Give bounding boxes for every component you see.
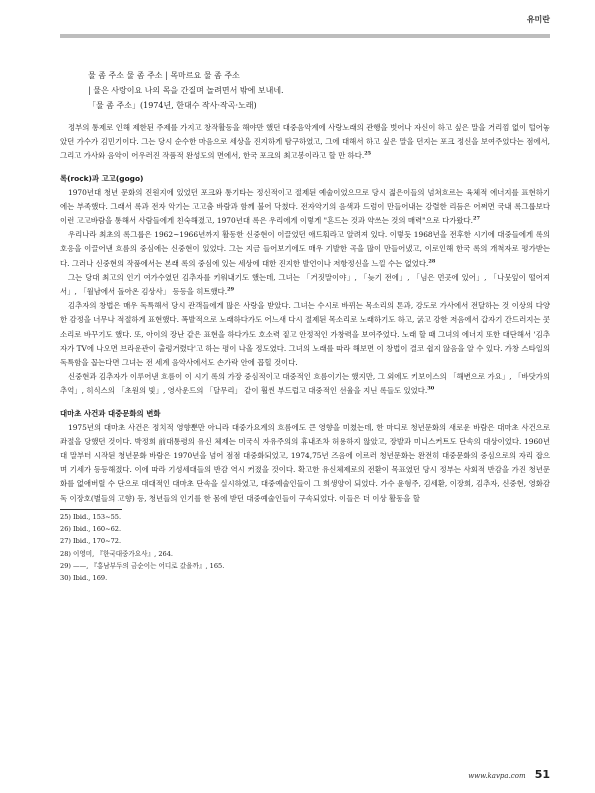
header-rule — [60, 34, 550, 38]
footer-url: www.kavpa.com — [468, 772, 526, 780]
footnote: 30) Ibid., 169. — [60, 574, 108, 583]
paragraph: 우리나라 최초의 록그룹은 1962~1966년까지 활동한 신중현이 이끌었던 애드훠라고 알려져 있다. 이렇듯 1968년을 전후한 시기에 대중들에게 록의 호응을 이끌어낸 흐름의 중심에는 신중현이 있었다. 그는 지금 들어보기에도 매우 기발한 곡을 많이 만들어냈고, 이로인해 한국 록의 개척자로 평가받는다. 그러나 신중현의 작품에서는 본래 록의 중심에 있는 세상에 대한 진지한 발언이나 저항정신을 느낄 수는 없었다.$^{28}$ — [60, 230, 550, 268]
footnote-ref: 27 — [473, 215, 480, 222]
footnote: 26) Ibid., 160~62. — [60, 525, 122, 534]
footnote-ref: 29 — [227, 286, 235, 293]
page-number: 51 — [534, 768, 550, 781]
paragraph: 신중현과 김추자가 이루어낸 흐름이 이 시기 록의 가장 중심적이고 대중적인 흐름이기는 했지만, 그 외에도 키보이스의 「해변으로 가요」, 「바닷가의 추억」, 히식스의 「초원의 빛」, 영사운드의 「달무리」 같이 훨씬 부드럽고 대중적인 선율을 지닌 록들도 있었다.$^{30}$ — [60, 372, 550, 396]
page-header — [0, 0, 595, 36]
header-author: 유미란 — [526, 15, 550, 24]
footnote: 25) Ibid., 153~55. — [60, 512, 122, 521]
lyrics-quote — [88, 68, 550, 113]
paragraph: 1970년대 청년 문화의 진원지에 있었던 포크와 통기타는 정신적이고 절제된 예술이었으므로 당시 젊은이들의 넘쳐흐르는 육체적 에너지를 표현하기에는 부족했다. 그래서 록과 전자 악기는 고고춤 바람과 함께 불어 닥쳤다. 전자악기의 음색과 드럼이 만들어내는 강렬한 리듬은 어쩌면 국내 록그룹보다 이런 고고바람을 통해서 사람들에게 친숙해졌고, 1970년대 록은 우리에게 이렇게 "흔드는 것과 약쓰는 것의 매력"으로 다가왔다.$^{27}$ — [60, 187, 550, 226]
footnote: 28) 이영미, 『한국대중가요사』, 264. — [60, 549, 174, 558]
page-footer — [468, 763, 550, 782]
paragraph: 그는 당대 최고의 인기 여가수였던 김추자를 키워내기도 했는데, 그녀는 「거짓말이야」, 「늦기 전에」, 「님은 먼곳에 있어」, 「나뭇잎이 떨어져서」, 「월남에서 돌아온 김상사」 등등을 히트했다.$^{29}$ — [60, 272, 550, 297]
footnote-ref: 28 — [428, 258, 436, 265]
intro-paragraph: 정부의 통제로 인해 제한된 주제를 가지고 창작활동을 해야만 했던 대중음악계에 사랑노래의 관행을 벗어나 자신이 하고 싶은 말을 거리낌 없이 털어놓았던 가수가 김민기이다. 그는 당시 순수한 마음으로 세상을 진지하게 탐구하였고, 그에 대해서 하고 싶은 말을 던지는 포크 정신을 보여주었다는 점에서, 그리고 가사와 음악이 어우러진 작품적 완성도의 면에서, 한국 포크의 최고봉이라고 할 만 하다.$^{25}$ — [60, 123, 550, 161]
lyrics-source: 「물 좀 주소」(1974년, 한대수 작사·작곡·노래) — [88, 101, 257, 110]
footnote-ref: 25 — [364, 150, 372, 157]
section-heading-rock: 록(rock)과 고고(gogo) — [60, 173, 144, 183]
paragraph: 김추자의 창법은 매우 독특해서 당시 관객들에게 많은 사랑을 받았다. 그녀는 수시로 바뀌는 목소리의 톤과, 강도로 가사에서 전달하는 것 이상의 다양한 감정을 너무나 적절하게 표현했다. 폭발적으로 노래하다가도 어느새 다시 절제된 목소리로 노래하기도 하고, 굵고 강한 저음에서 갑자기 간드러지는 콧소리로 바꾸기도 했다. 또, 아이의 장난 같은 표현을 하다가도 호소력 짙고 안정적인 가창력을 보여주었다. 노래 할 때 그녀의 에너지 또한 대단해서 '김추자가 TV에 나오면 브라운관이 출렁거렸다'고 하는 평이 나올 정도였다. 그녀의 노래를 따라 해보면 이 창법이 결코 쉽지 않음을 알 수 있다. 가창 스타일의 독특함을 꼽는다면 그녀는 전 세계 음악사에서도 손가락 안에 꼽힐 것이다. — [60, 301, 550, 368]
footnote: 27) Ibid., 170~72. — [60, 537, 122, 546]
footnote-ref: 30 — [427, 385, 435, 392]
footnotes — [60, 511, 550, 585]
footnote-divider — [60, 509, 122, 510]
lyrics-line: 물 좀 주소 물 좀 주소 | 목마르요 물 좀 주소 — [88, 71, 240, 80]
paragraph: 1975년의 대마초 사건은 정치적 영향뿐만 아니라 대중가요계의 흐름에도 큰 영향을 미쳤는데, 한 마디로 청년문화의 새로운 바람은 대마초 사건으로 좌절을 당했던 것이다. 박정희 前대통령의 유신 체제는 미국식 자유주의의 휴내조차 허용하지 않았고, 장발과 미니스커트도 단속의 대상이었다. 1960년대 말부터 시작된 청년문화 바람은 1970년을 넘어 점점 대중화되었고, 1974,75년 즈음에 이르러 청년문화는 완전히 대중문화의 중심으로의 자리 잡으며 기세가 등등해졌다. 이에 따라 기성세대들의 반감 역시 커졌을 것이다. 확고한 유신체제로의 전환이 목표였던 당시 정부는 사회적 반감을 가진 청년문화를 없애버릴 수 단으로 대대적인 대마초 단속을 실시하였고, 대중예술인들이 그 희생양이 되었다. 가수 윤형주, 김세환, 이장희, 김추자, 신중현, 영화감독 이장호(별들의 고향) 등, 청년들의 인기를 한 몸에 받던 대중예술인들이 구속되었다. 이들은 더 이상 활동을 할 — [60, 422, 550, 503]
section-heading-marijuana: 대마초 사건과 대중문화의 변화 — [60, 408, 161, 418]
lyrics-line: | 물은 사랑이요 나의 목을 간질며 놀려면서 밖에 보내네. — [88, 86, 284, 95]
page-content — [60, 68, 550, 585]
footnote: 29) ——, 『홍남부두의 금순이는 어디로 갔을까』, 165. — [60, 562, 225, 571]
